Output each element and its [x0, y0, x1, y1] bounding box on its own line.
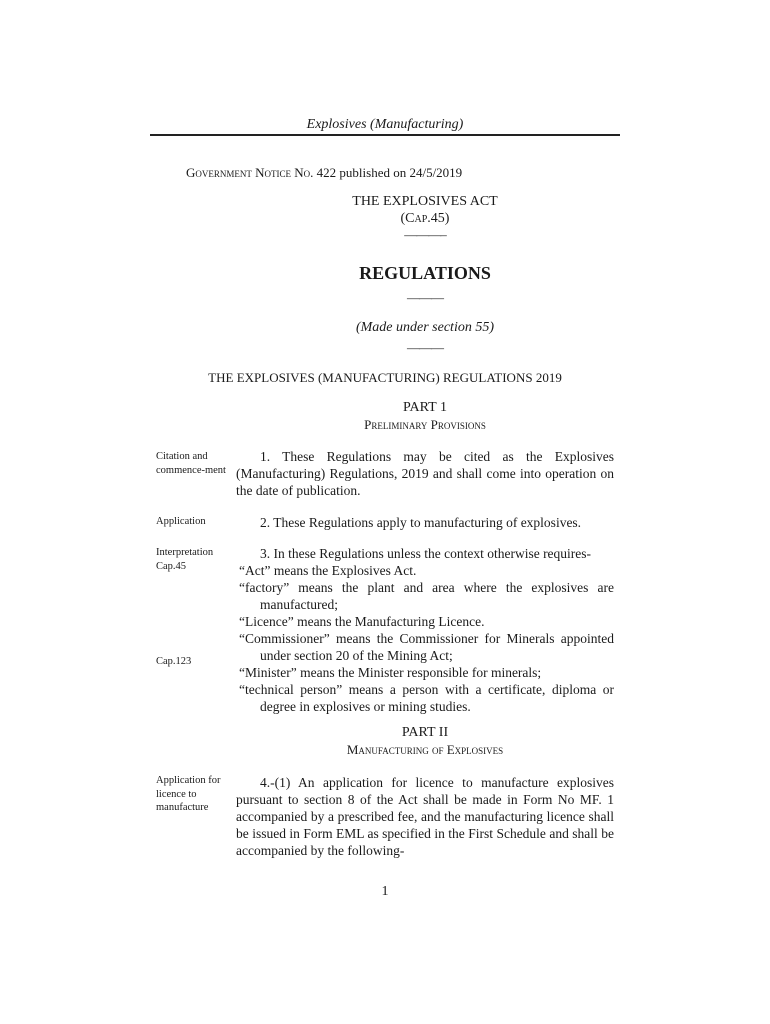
part1-subtitle: Preliminary Provisions	[364, 417, 486, 432]
section-2-paragraph: 2. These Regulations apply to manufacturing of explosives.	[260, 515, 582, 530]
government-notice	[186, 165, 462, 181]
section-1-paragraph: 1. These Regulations may be cited as the Explosives (Manufacturing) Regulations, 2019 and shall come into operation on the date of publication.	[236, 449, 614, 498]
part2-label: PART II	[401, 725, 449, 740]
section-3-intro: 3. In these Regulations unless the context otherwise requires-	[260, 546, 592, 561]
act-title: THE EXPLOSIVES ACT	[352, 194, 498, 209]
margin-note-application: Application	[156, 516, 206, 527]
section-4-text	[236, 774, 614, 859]
definition-licence: “Licence” means the Manufacturing Licence.	[239, 614, 485, 629]
notice-details: 422 published on 24/5/2019	[313, 165, 463, 180]
part2-subtitle: Manufacturing of Explosives	[346, 742, 504, 757]
margin-note-cap123: Cap.123	[156, 656, 192, 667]
definition-minister: “Minister” means the Minister responsible for minerals;	[239, 665, 542, 680]
section-1-text	[236, 448, 614, 499]
divider-3: ———	[407, 340, 443, 355]
page-number: 1	[381, 884, 389, 899]
header-rule	[150, 134, 620, 136]
definition-commissioner: “Commissioner” means the Commissioner for Minerals appointed under section 20 of the Mining Act;	[239, 631, 614, 663]
divider-1: ———–	[404, 227, 446, 242]
section-2-text	[236, 514, 614, 531]
section-3-text	[236, 545, 614, 715]
regulations-heading: REGULATIONS	[359, 263, 491, 283]
margin-note-citation: Citation and commence-ment	[156, 451, 226, 476]
definition-act: “Act” means the Explosives Act.	[239, 563, 417, 578]
section-4-paragraph: 4.-(1) An application for licence to manufacture explosives pursuant to section 8 of the Act shall be made in Form No MF. 1 accompanied by a prescribed fee, and the manufacturing licence shall be issued in Form EML as specified in the First Schedule and shall be accompanied by the following-	[236, 775, 614, 858]
definition-factory: “factory” means the plant and area where the explosives are manufactured;	[239, 580, 614, 612]
divider-2: ———	[407, 290, 443, 305]
regulations-title: THE EXPLOSIVES (MANUFACTURING) REGULATIONS 2019	[208, 370, 562, 385]
act-cap: (Cap.45)	[400, 211, 450, 226]
definition-technical-person: “technical person” means a person with a certificate, diploma or degree in explosives or mining studies.	[239, 682, 614, 714]
part1-label: PART 1	[403, 400, 447, 415]
margin-note-licence-application: Application for licence to manufacture	[156, 775, 221, 813]
running-head: Explosives (Manufacturing)	[306, 117, 464, 132]
made-under-note: (Made under section 55)	[355, 320, 495, 335]
margin-note-interpretation: Interpretation Cap.45	[156, 547, 214, 572]
notice-prefix: Government Notice No.	[186, 165, 314, 180]
